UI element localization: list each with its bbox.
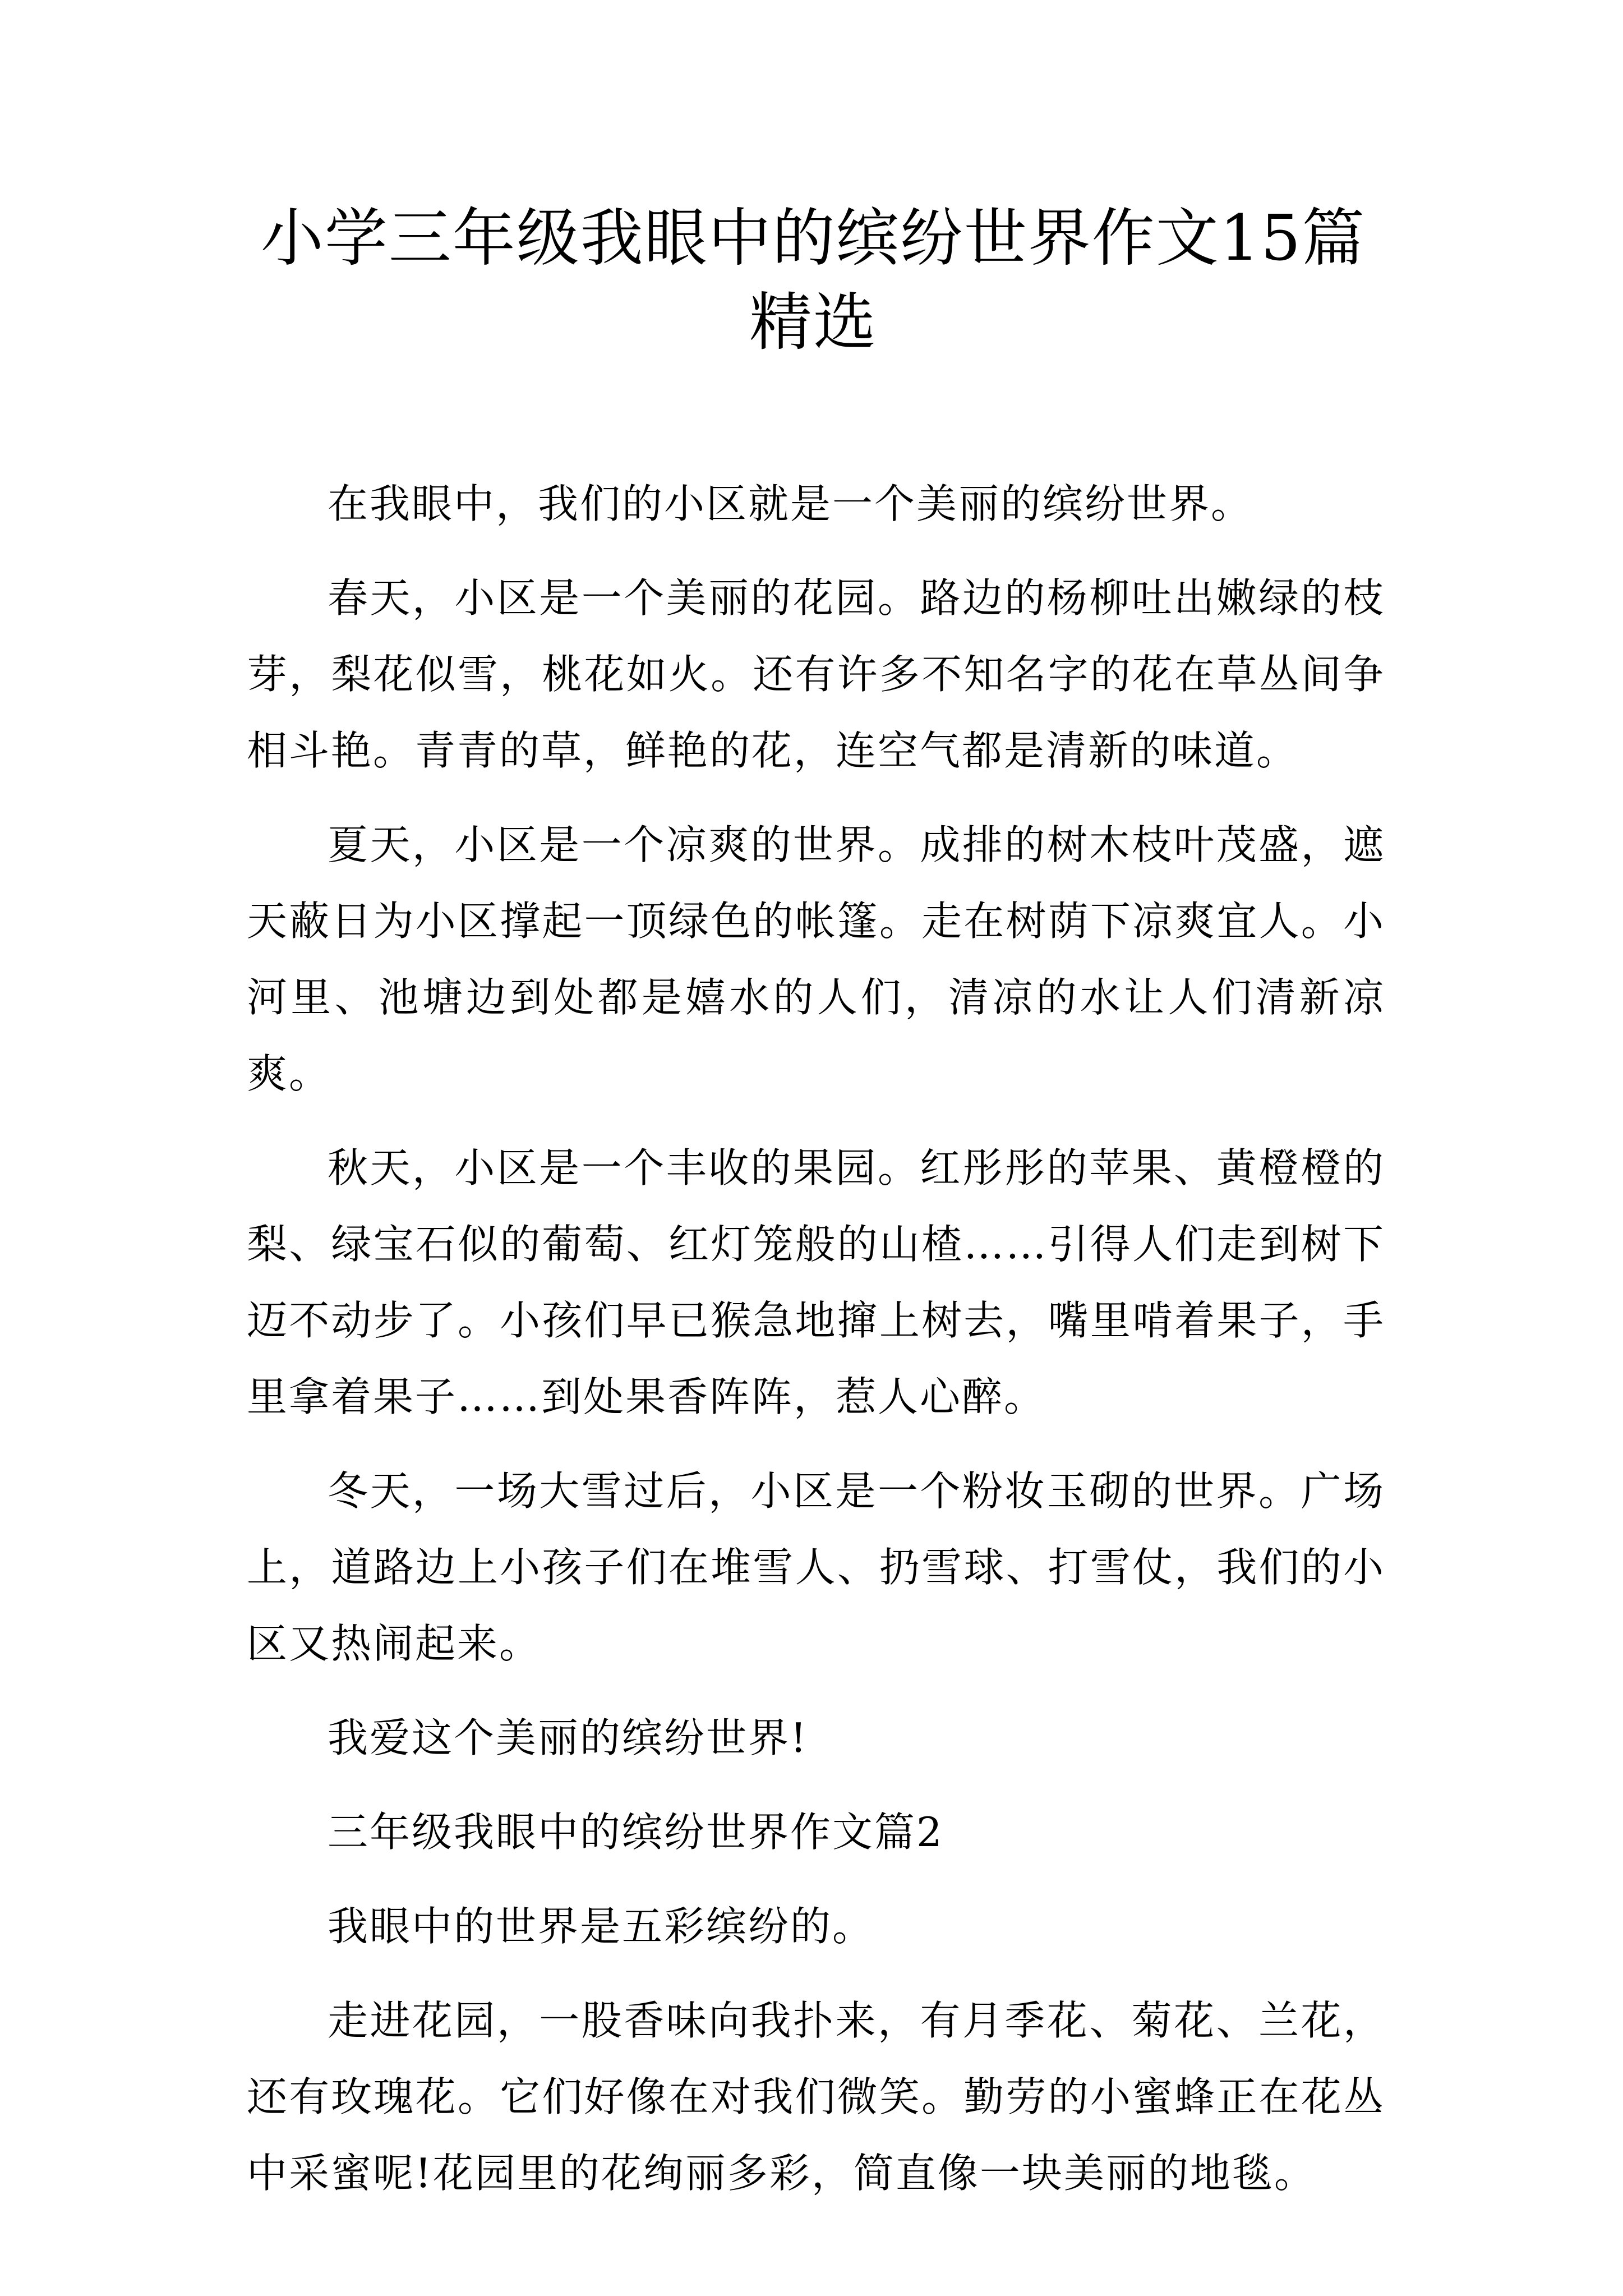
paragraph: 春天，小区是一个美丽的花园。路边的杨柳吐出嫩绿的枝芽，梨花似雪，桃花如火。还有许多不知名字的花在草丛间争相斗艳。青青的草，鲜艳的花，连空气都是清新的味道。 — [247, 574, 1385, 774]
paragraph: 秋天，小区是一个丰收的果园。红彤彤的苹果、黄橙橙的梨、绿宝石似的葡萄、红灯笼般的山楂……引得人们走到树下迈不动步了。小孩们早已猴急地撺上树去，嘴里啃着果子，手里拿着果子……到处果香阵阵，惹人心醉。 — [247, 1144, 1385, 1420]
section-heading: 三年级我眼中的缤纷世界作文篇2 — [328, 1809, 944, 1856]
paragraph: 我眼中的世界是五彩缤纷的。 — [328, 1903, 875, 1950]
document-title: 小学三年级我眼中的缤纷世界作文15篇精选 — [260, 202, 1366, 359]
paragraph: 在我眼中，我们的小区就是一个美丽的缤纷世界。 — [328, 480, 1253, 527]
paragraph: 夏天，小区是一个凉爽的世界。成排的树木枝叶茂盛，遮天蔽日为小区撑起一顶绿色的帐篷。走在树荫下凉爽宜人。小河里、池塘边到处都是嬉水的人们，清凉的水让人们清新凉爽。 — [247, 821, 1385, 1097]
paragraph: 冬天，一场大雪过后，小区是一个粉妆玉砌的世界。广场上，道路边上小孩子们在堆雪人、扔雪球、打雪仗，我们的小区又热闹起来。 — [247, 1467, 1385, 1667]
document-body — [247, 466, 1385, 2229]
paragraph: 走进花园，一股香味向我扑来，有月季花、菊花、兰花，还有玫瑰花。它们好像在对我们微笑。勤劳的小蜜蜂正在花丛中采蜜呢!花园里的花绚丽多彩，简直像一块美丽的地毯。 — [247, 1997, 1385, 2197]
paragraph: 我爱这个美丽的缤纷世界! — [328, 1714, 808, 1761]
